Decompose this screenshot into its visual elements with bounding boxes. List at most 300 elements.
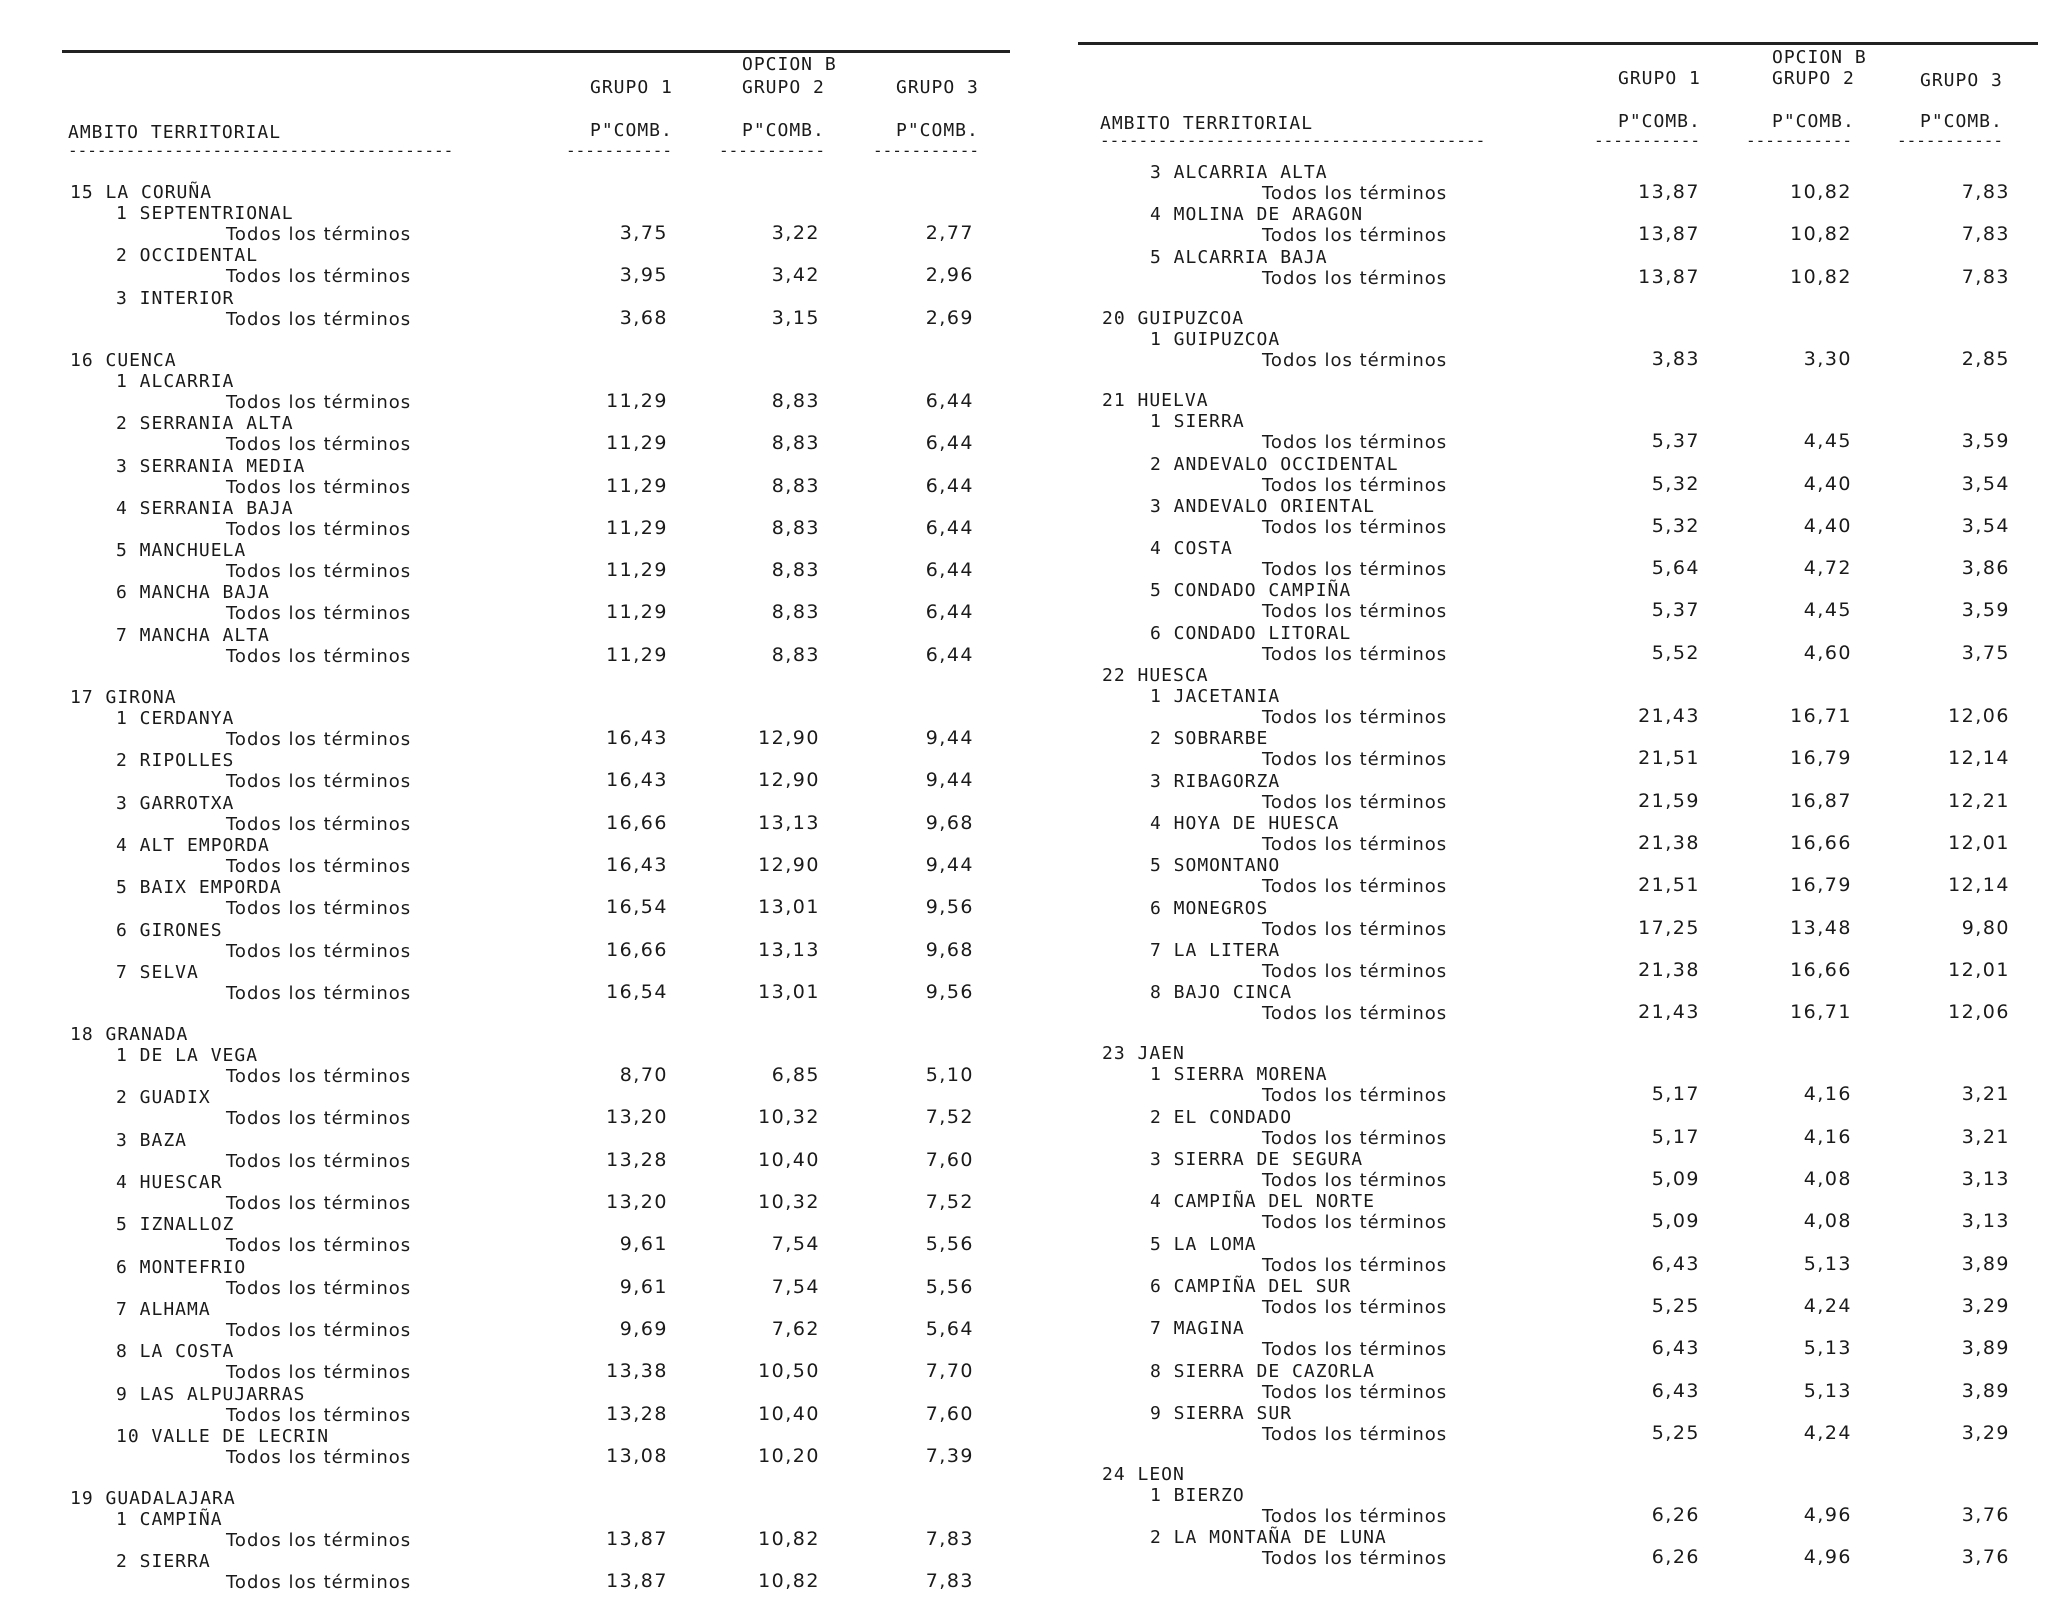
table-row — [1040, 641, 2058, 665]
value-grupo3: 7,60 — [925, 1148, 974, 1171]
value-grupo1: 6,43 — [1651, 1379, 1700, 1402]
comarca-heading — [0, 1509, 1040, 1530]
value-grupo2: 7,54 — [771, 1233, 820, 1256]
value-grupo1: 16,43 — [606, 769, 668, 792]
province-heading — [1040, 1043, 2058, 1064]
comarca-heading — [0, 750, 1040, 771]
value-grupo1: 8,70 — [619, 1064, 668, 1087]
value-grupo3: 12,14 — [1948, 874, 2010, 897]
value-grupo1: 13,20 — [606, 1191, 668, 1213]
value-grupo1: 21,43 — [1638, 1001, 1700, 1024]
value-grupo1: 5,25 — [1651, 1421, 1700, 1444]
comarca-heading — [1040, 580, 2058, 601]
comarca-heading — [1040, 771, 2058, 792]
value-grupo1: 21,51 — [1638, 747, 1700, 770]
comarca-name: 4 HOYA DE HUESCA — [1150, 812, 1340, 834]
table-row — [0, 1066, 1040, 1087]
value-grupo1: 13,87 — [606, 1528, 668, 1551]
province-heading — [1040, 665, 2058, 686]
comarca-name: 3 ANDEVALO ORIENTAL — [1150, 495, 1375, 517]
table-row — [1040, 183, 2058, 204]
value-grupo3: 7,83 — [925, 1528, 974, 1551]
comarca-name: 5 CONDADO CAMPIÑA — [1150, 580, 1352, 602]
value-grupo1: 6,26 — [1651, 1504, 1700, 1527]
value-grupo2: 10,82 — [1790, 181, 1852, 203]
table-row — [0, 224, 1040, 245]
header-dash-ambito: ---------------------------------------- — [68, 141, 454, 160]
comarca-heading — [1040, 1403, 2058, 1424]
comarca-name: 7 ALHAMA — [116, 1298, 211, 1320]
table-row — [0, 980, 1040, 1004]
terms-label: Todos los términos — [1262, 1085, 1448, 1107]
table-row — [0, 938, 1040, 962]
comarca-heading — [1040, 1276, 2058, 1297]
terms-label: Todos los términos — [1262, 474, 1448, 496]
value-grupo2: 13,48 — [1790, 916, 1852, 939]
header-opcion-label: OPCION B — [1772, 47, 1867, 68]
table-row — [0, 811, 1040, 835]
province-heading — [0, 350, 1040, 371]
table-row — [1040, 1003, 2058, 1024]
comarca-name: 4 COSTA — [1150, 538, 1233, 560]
value-grupo3: 3,89 — [1961, 1379, 2010, 1402]
header-dash-g3: ----------- — [1897, 131, 2003, 150]
value-grupo2: 13,13 — [758, 811, 820, 834]
terms-label: Todos los términos — [226, 603, 412, 625]
province-heading — [0, 1024, 1040, 1045]
terms-label: Todos los términos — [1262, 791, 1448, 813]
province-name: 22 HUESCA — [1102, 665, 1209, 686]
table-row — [0, 1235, 1040, 1256]
comarca-name: 8 LA COSTA — [116, 1341, 235, 1363]
value-grupo3: 6,44 — [925, 474, 974, 497]
table-row — [0, 266, 1040, 287]
header-grupo3: GRUPO 3 — [1920, 70, 2003, 91]
terms-label: Todos los términos — [1262, 349, 1448, 371]
comarca-name: 7 MAGINA — [1150, 1318, 1245, 1340]
value-grupo1: 6,43 — [1651, 1337, 1700, 1360]
terms-label: Todos los términos — [226, 308, 412, 330]
value-grupo3: 3,89 — [1961, 1337, 2010, 1360]
terms-label: Todos los términos — [226, 434, 412, 456]
terms-label: Todos los términos — [226, 224, 412, 245]
header-dash-g2: ----------- — [719, 141, 825, 160]
value-grupo3: 9,68 — [925, 938, 974, 961]
value-grupo2: 3,30 — [1803, 347, 1852, 370]
value-grupo3: 9,44 — [925, 853, 974, 876]
comarca-heading — [0, 582, 1040, 603]
comarca-name: 6 CONDADO LITORAL — [1150, 622, 1352, 644]
value-grupo3: 7,83 — [1961, 181, 2010, 203]
value-grupo2: 16,66 — [1790, 958, 1852, 981]
table-row — [0, 516, 1040, 540]
value-grupo2: 3,42 — [771, 264, 820, 287]
comarca-heading — [1040, 1527, 2058, 1548]
terms-label: Todos los términos — [1262, 1381, 1448, 1403]
comarca-name: 5 IZNALLOZ — [116, 1214, 235, 1236]
value-grupo3: 7,83 — [1961, 223, 2010, 246]
comarca-heading — [0, 413, 1040, 434]
value-grupo1: 3,68 — [619, 306, 668, 329]
top-rule — [62, 50, 1010, 53]
value-grupo2: 12,90 — [758, 853, 820, 876]
value-grupo1: 16,54 — [606, 980, 668, 1003]
comarca-heading — [0, 1172, 1040, 1193]
value-grupo2: 4,08 — [1803, 1168, 1852, 1190]
table-row — [1040, 1506, 2058, 1527]
header-grupo2: GRUPO 2 — [1772, 68, 1855, 89]
table-row — [1040, 347, 2058, 371]
value-grupo1: 6,43 — [1651, 1252, 1700, 1275]
table-row — [1040, 1294, 2058, 1318]
header-dash-g1: ----------- — [1594, 131, 1700, 150]
value-grupo2: 16,79 — [1790, 874, 1852, 897]
value-grupo1: 5,37 — [1651, 430, 1700, 453]
comarca-name: 4 ALT EMPORDA — [116, 834, 270, 856]
value-grupo3: 9,56 — [925, 980, 974, 1003]
comarca-heading — [1040, 496, 2058, 517]
table-row — [0, 898, 1040, 919]
province-name: 20 GUIPUZCOA — [1102, 307, 1245, 329]
value-grupo1: 9,61 — [619, 1233, 668, 1256]
terms-label: Todos los términos — [226, 940, 412, 962]
value-grupo2: 5,13 — [1803, 1379, 1852, 1402]
value-grupo2: 8,83 — [771, 432, 820, 455]
header-pcomb-2: P"COMB. — [1772, 111, 1855, 132]
comarca-name: 4 MOLINA DE ARAGON — [1150, 204, 1364, 226]
header-pcomb-2: P"COMB. — [742, 120, 825, 141]
value-grupo2: 4,08 — [1803, 1210, 1852, 1233]
value-grupo2: 10,40 — [758, 1148, 820, 1171]
comarca-heading — [0, 962, 1040, 983]
value-grupo3: 7,52 — [925, 1191, 974, 1213]
table-row — [0, 771, 1040, 792]
comarca-name: 4 SERRANIA BAJA — [116, 497, 294, 519]
terms-label: Todos los términos — [226, 1530, 412, 1552]
terms-label: Todos los términos — [226, 518, 412, 540]
table-row — [0, 1108, 1040, 1129]
value-grupo2: 8,83 — [771, 601, 820, 624]
value-grupo3: 3,89 — [1961, 1252, 2010, 1275]
value-grupo3: 3,59 — [1961, 430, 2010, 453]
value-grupo2: 5,13 — [1803, 1252, 1852, 1275]
table-row — [1040, 1339, 2058, 1360]
value-grupo2: 4,45 — [1803, 430, 1852, 453]
header-pcomb-3: P"COMB. — [896, 120, 979, 141]
table-row — [1040, 1212, 2058, 1233]
comarca-name: 5 ALCARRIA BAJA — [1150, 246, 1328, 268]
terms-label: Todos los términos — [1262, 1254, 1448, 1276]
terms-label: Todos los términos — [1262, 183, 1448, 204]
comarca-name: 2 RIPOLLES — [116, 750, 235, 772]
value-grupo3: 5,64 — [925, 1317, 974, 1340]
value-grupo1: 13,38 — [606, 1360, 668, 1383]
comarca-heading — [1040, 162, 2058, 183]
header-dash-g3: ----------- — [873, 141, 979, 160]
value-grupo1: 13,87 — [1638, 181, 1700, 203]
value-grupo1: 11,29 — [606, 643, 668, 666]
value-grupo2: 4,16 — [1803, 1125, 1852, 1148]
value-grupo3: 2,85 — [1961, 347, 2010, 370]
value-grupo2: 4,45 — [1803, 599, 1852, 622]
terms-label: Todos los términos — [1262, 559, 1448, 581]
terms-label: Todos los términos — [1262, 1296, 1448, 1318]
value-grupo2: 10,82 — [1790, 265, 1852, 288]
table-row — [1040, 958, 2058, 982]
terms-label: Todos los términos — [226, 1066, 412, 1088]
header-dash-g2: ----------- — [1746, 131, 1852, 150]
table-row — [0, 434, 1040, 455]
province-name: 17 GIRONA — [70, 687, 177, 708]
table-row — [1040, 1085, 2058, 1106]
value-grupo3: 2,96 — [925, 264, 974, 287]
value-grupo2: 12,90 — [758, 769, 820, 792]
comarca-heading — [0, 1384, 1040, 1405]
terms-label: Todos los términos — [226, 1277, 412, 1299]
table-row — [0, 603, 1040, 624]
comarca-heading — [0, 793, 1040, 814]
comarca-name: 2 LA MONTAÑA DE LUNA — [1150, 1527, 1387, 1549]
value-grupo1: 11,29 — [606, 432, 668, 455]
comarca-name: 3 ALCARRIA ALTA — [1150, 162, 1328, 183]
table-row — [0, 1275, 1040, 1299]
terms-label: Todos los términos — [1262, 1212, 1448, 1234]
value-grupo3: 12,14 — [1948, 747, 2010, 770]
value-grupo3: 6,44 — [925, 643, 974, 666]
terms-label: Todos los términos — [1262, 833, 1448, 855]
comarca-heading — [1040, 1485, 2058, 1506]
value-grupo3: 6,44 — [925, 559, 974, 582]
comarca-name: 7 SELVA — [116, 961, 199, 983]
province-name: 23 JAEN — [1102, 1043, 1185, 1065]
value-grupo3: 9,44 — [925, 769, 974, 792]
comarca-name: 1 SIERRA MORENA — [1150, 1064, 1328, 1086]
value-grupo1: 16,43 — [606, 727, 668, 749]
value-grupo2: 10,32 — [758, 1191, 820, 1213]
value-grupo1: 13,28 — [606, 1402, 668, 1425]
terms-label: Todos los términos — [226, 1193, 412, 1214]
comarca-name: 8 BAJO CINCA — [1150, 982, 1293, 1004]
comarca-name: 1 ALCARRIA — [116, 370, 235, 392]
terms-label: Todos los términos — [226, 813, 412, 835]
province-heading — [1040, 308, 2058, 329]
comarca-name: 4 CAMPIÑA DEL NORTE — [1150, 1191, 1375, 1213]
value-grupo1: 5,25 — [1651, 1294, 1700, 1317]
value-grupo3: 12,06 — [1948, 705, 2010, 727]
value-grupo3: 9,80 — [1961, 916, 2010, 939]
value-grupo2: 4,16 — [1803, 1083, 1852, 1106]
comarca-name: 5 BAIX EMPORDA — [116, 877, 282, 899]
value-grupo1: 3,75 — [619, 222, 668, 244]
value-grupo1: 16,54 — [606, 896, 668, 919]
terms-label: Todos los términos — [1262, 876, 1448, 898]
table-row — [1040, 472, 2058, 496]
value-grupo3: 9,44 — [925, 727, 974, 749]
comarca-heading — [1040, 1361, 2058, 1382]
value-grupo3: 3,86 — [1961, 557, 2010, 580]
table-row — [1040, 707, 2058, 728]
value-grupo1: 3,95 — [619, 264, 668, 287]
top-rule — [1078, 42, 2038, 45]
terms-label: Todos los términos — [226, 561, 412, 583]
value-grupo2: 16,71 — [1790, 1001, 1852, 1024]
comarca-name: 1 JACETANIA — [1150, 686, 1281, 707]
value-grupo1: 21,51 — [1638, 874, 1700, 897]
comarca-heading — [1040, 813, 2058, 834]
comarca-name: 1 BIERZO — [1150, 1485, 1245, 1507]
province-name: 15 LA CORUÑA — [70, 182, 213, 203]
table-row — [1040, 514, 2058, 538]
comarca-heading — [0, 625, 1040, 646]
comarca-heading — [1040, 1149, 2058, 1170]
value-grupo2: 4,40 — [1803, 472, 1852, 495]
value-grupo1: 5,09 — [1651, 1168, 1700, 1190]
value-grupo1: 21,38 — [1638, 958, 1700, 981]
value-grupo1: 16,43 — [606, 853, 668, 876]
value-grupo1: 3,83 — [1651, 347, 1700, 370]
table-row — [1040, 1379, 2058, 1403]
terms-label: Todos los términos — [1262, 1548, 1448, 1570]
comarca-name: 2 OCCIDENTAL — [116, 245, 259, 267]
comarca-heading — [1040, 1064, 2058, 1085]
terms-label: Todos los términos — [1262, 749, 1448, 771]
terms-label: Todos los términos — [1262, 516, 1448, 538]
value-grupo1: 5,32 — [1651, 472, 1700, 495]
table-row — [1040, 876, 2058, 897]
comarca-name: 2 SERRANIA ALTA — [116, 413, 294, 435]
table-row — [0, 474, 1040, 498]
value-grupo3: 3,59 — [1961, 599, 2010, 622]
value-grupo3: 5,56 — [925, 1233, 974, 1256]
value-grupo3: 7,83 — [925, 1570, 974, 1593]
comarca-heading — [1040, 329, 2058, 350]
table-row — [1040, 749, 2058, 770]
value-grupo1: 5,17 — [1651, 1083, 1700, 1106]
table-row — [0, 389, 1040, 413]
table-row — [1040, 789, 2058, 813]
terms-label: Todos los términos — [226, 771, 412, 793]
province-name: 18 GRANADA — [70, 1024, 189, 1046]
value-grupo3: 12,01 — [1948, 831, 2010, 854]
header-ambito: AMBITO TERRITORIAL — [68, 122, 282, 143]
value-grupo3: 3,21 — [1961, 1083, 2010, 1106]
comarca-name: 5 LA LOMA — [1150, 1233, 1257, 1255]
comarca-heading — [1040, 728, 2058, 749]
header-grupo3: GRUPO 3 — [896, 77, 979, 98]
table-row — [1040, 225, 2058, 246]
value-grupo2: 8,83 — [771, 389, 820, 412]
comarca-name: 4 HUESCAR — [116, 1172, 223, 1193]
comarca-name: 7 MANCHA ALTA — [116, 624, 270, 646]
table-row — [1040, 265, 2058, 289]
value-grupo1: 16,66 — [606, 811, 668, 834]
comarca-heading — [1040, 686, 2058, 707]
comarca-name: 8 SIERRA DE CAZORLA — [1150, 1360, 1375, 1382]
value-grupo2: 7,62 — [771, 1317, 820, 1340]
table-row — [1040, 1170, 2058, 1191]
terms-label: Todos los términos — [226, 729, 412, 750]
table-row — [0, 1317, 1040, 1341]
value-grupo2: 10,82 — [1790, 223, 1852, 246]
value-grupo2: 3,15 — [771, 306, 820, 329]
terms-label: Todos los términos — [1262, 918, 1448, 940]
value-grupo1: 13,87 — [606, 1570, 668, 1593]
comarca-name: 5 MANCHUELA — [116, 540, 247, 562]
value-grupo3: 7,83 — [1961, 265, 2010, 288]
comarca-name: 2 SOBRARBE — [1150, 728, 1269, 750]
value-grupo3: 6,44 — [925, 432, 974, 455]
value-grupo2: 16,87 — [1790, 789, 1852, 812]
value-grupo1: 17,25 — [1638, 916, 1700, 939]
value-grupo2: 7,54 — [771, 1275, 820, 1298]
province-heading — [0, 1488, 1040, 1509]
table-row — [1040, 432, 2058, 453]
value-grupo2: 8,83 — [771, 643, 820, 666]
terms-label: Todos los términos — [226, 266, 412, 288]
value-grupo1: 9,61 — [619, 1275, 668, 1298]
province-name: 21 HUELVA — [1102, 390, 1209, 412]
value-grupo3: 7,70 — [925, 1360, 974, 1383]
header-dash-ambito: ---------------------------------------- — [1100, 131, 1486, 150]
comarca-heading — [1040, 454, 2058, 475]
header-pcomb-3: P"COMB. — [1920, 111, 2003, 132]
value-grupo1: 21,59 — [1638, 789, 1700, 812]
terms-label: Todos los términos — [226, 1150, 412, 1172]
value-grupo1: 11,29 — [606, 601, 668, 624]
value-grupo2: 10,40 — [758, 1402, 820, 1425]
comarca-name: 3 SIERRA DE SEGURA — [1150, 1149, 1364, 1170]
province-heading — [0, 182, 1040, 203]
value-grupo1: 5,52 — [1651, 641, 1700, 664]
value-grupo3: 5,56 — [925, 1275, 974, 1298]
table-row — [1040, 1252, 2058, 1276]
comarca-heading — [0, 1130, 1040, 1151]
header-opcion-label: OPCION B — [742, 54, 837, 75]
terms-label: Todos los términos — [1262, 432, 1448, 454]
terms-label: Todos los términos — [1262, 225, 1448, 247]
table-row — [0, 1148, 1040, 1172]
value-grupo1: 6,26 — [1651, 1546, 1700, 1569]
table-row — [0, 306, 1040, 330]
value-grupo2: 13,13 — [758, 938, 820, 961]
table-row — [1040, 1421, 2058, 1445]
value-grupo3: 12,06 — [1948, 1001, 2010, 1024]
value-grupo1: 13,87 — [1638, 265, 1700, 288]
value-grupo1: 21,43 — [1638, 705, 1700, 727]
comarca-heading — [1040, 855, 2058, 876]
value-grupo2: 6,85 — [771, 1064, 820, 1087]
value-grupo2: 4,96 — [1803, 1546, 1852, 1569]
terms-label: Todos los términos — [1262, 267, 1448, 289]
comarca-heading — [0, 1045, 1040, 1066]
comarca-heading — [0, 540, 1040, 561]
right-table-column — [1040, 0, 2058, 1605]
comarca-heading — [0, 1426, 1040, 1447]
value-grupo3: 12,21 — [1948, 789, 2010, 812]
value-grupo1: 9,69 — [619, 1317, 668, 1340]
value-grupo2: 10,82 — [758, 1528, 820, 1551]
value-grupo3: 9,56 — [925, 896, 974, 919]
value-grupo1: 13,20 — [606, 1106, 668, 1129]
value-grupo1: 5,64 — [1651, 557, 1700, 580]
comarca-name: 1 SEPTENTRIONAL — [116, 203, 294, 224]
comarca-name: 5 SOMONTANO — [1150, 855, 1281, 877]
comarca-heading — [0, 1299, 1040, 1320]
header-grupo2: GRUPO 2 — [742, 77, 825, 98]
value-grupo1: 11,29 — [606, 516, 668, 539]
comarca-heading — [0, 1214, 1040, 1235]
value-grupo2: 13,01 — [758, 980, 820, 1003]
